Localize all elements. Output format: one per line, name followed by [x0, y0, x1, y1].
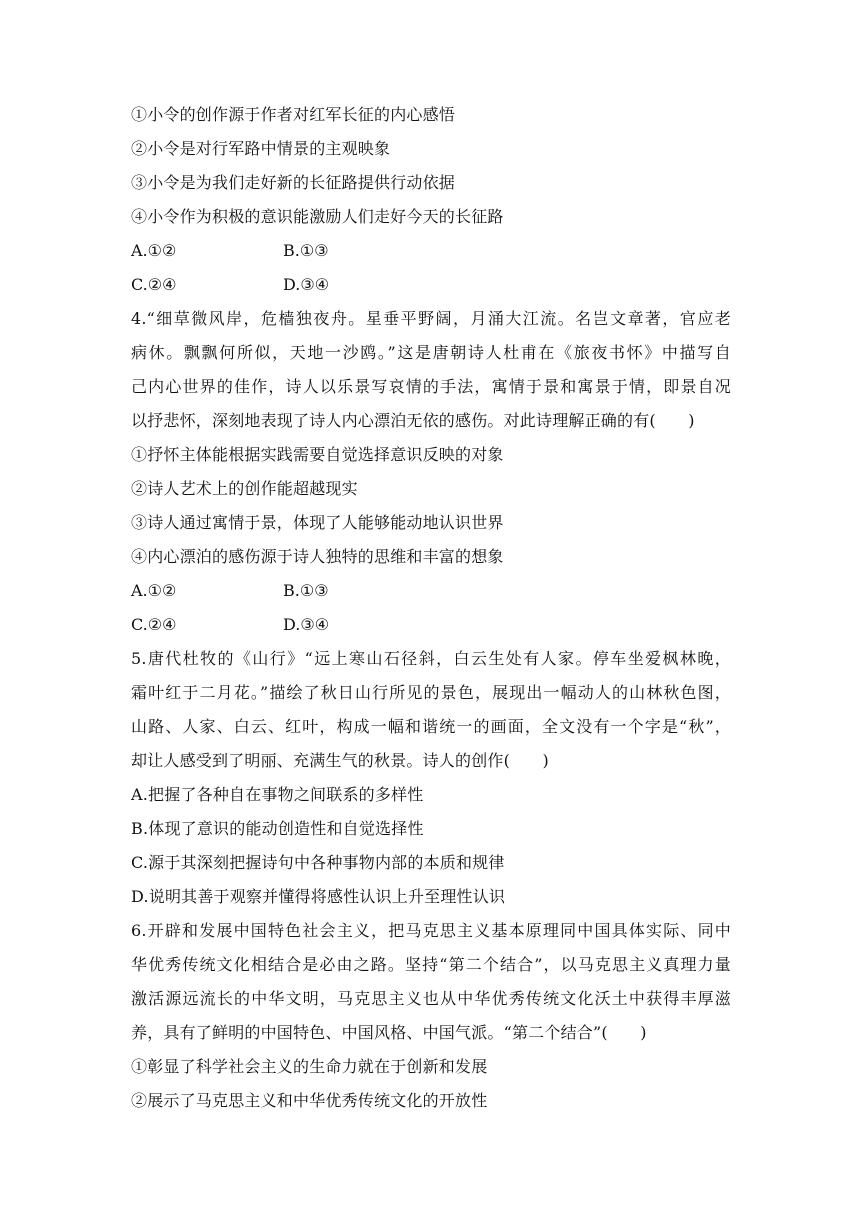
- q3-options-row-2: [131, 268, 731, 302]
- q3-statement-1: ①小令的创作源于作者对红军长征的内心感悟: [131, 105, 456, 124]
- q5-stem: [131, 642, 731, 778]
- q3-options-row-1: [131, 234, 731, 268]
- q3-statement-4: ④小令作为积极的意识能激励人们走好今天的长征路: [131, 207, 504, 226]
- q5-stem-line-2: 霜叶红于二月花。”描绘了秋日山行所见的景色，展现出一幅动人的山林秋色图，: [131, 683, 731, 702]
- q6-stem-line-1: 6.开辟和发展中国特色社会主义，把马克思主义基本原理同中国具体实际、同中: [131, 921, 731, 940]
- q4-stem-line-1: 4.“细草微风岸，危樯独夜舟。星垂平野阔，月涌大江流。名岂文章著，官应老: [131, 309, 731, 328]
- q4-stem-line-2: 病休。飘飘何所似，天地一沙鸥。”这是唐朝诗人杜甫在《旅夜书怀》中描写自: [131, 343, 731, 362]
- q6-stem-line-4: 养，具有了鲜明的中国特色、中国风格、中国气派。“第二个结合”( ): [131, 1023, 647, 1042]
- q4-stem-line-4: 以抒悲怀，深刻地表现了诗人内心漂泊无依的感伤。对此诗理解正确的有( ): [131, 411, 695, 430]
- q6-stem-line-3: 激活源远流长的中华文明，马克思主义也从中华优秀传统文化沃土中获得丰厚滋: [131, 989, 731, 1008]
- q4-statement-1: ①抒怀主体能根据实践需要自觉选择意识反映的对象: [131, 445, 504, 464]
- q4-statement-3: ③诗人通过寓情于景，体现了人能够能动地认识世界: [131, 513, 504, 532]
- q6-stem: [131, 914, 731, 1050]
- q4-option-c: C.②④: [131, 615, 177, 634]
- q5-stem-line-1: 5.唐代杜牧的《山行》“远上寒山石径斜，白云生处有人家。停车坐爱枫林晚，: [131, 649, 731, 668]
- q6-statements: [131, 1050, 731, 1118]
- q4-statement-4: ④内心漂泊的感伤源于诗人独特的思维和丰富的想象: [131, 547, 504, 566]
- q5-choice-b: B.体现了意识的能动创造性和自觉选择性: [131, 819, 424, 838]
- q3-statement-2: ②小令是对行军路中情景的主观映象: [131, 139, 391, 158]
- q3-option-b: B.①③: [283, 241, 329, 260]
- q4-statements: [131, 438, 731, 574]
- q3-option-c: C.②④: [131, 275, 177, 294]
- q4-options-row-1: [131, 574, 731, 608]
- q3-statements: [131, 98, 731, 234]
- q5-stem-line-3: 山路、人家、白云、红叶，构成一幅和谐统一的画面，全文没有一个字是“秋”，: [131, 717, 731, 736]
- q5-choice-a: A.把握了各种自在事物之间联系的多样性: [131, 785, 424, 804]
- q6-stem-line-2: 华优秀传统文化相结合是必由之路。坚持“第二个结合”，以马克思主义真理力量: [131, 955, 731, 974]
- q6-statement-1: ①彰显了科学社会主义的生命力就在于创新和发展: [131, 1057, 488, 1076]
- q6-statement-2: ②展示了马克思主义和中华优秀传统文化的开放性: [131, 1091, 488, 1110]
- q5-choices: [131, 778, 731, 914]
- q5-stem-line-4: 却让人感受到了明丽、充满生气的秋景。诗人的创作( ): [131, 751, 549, 770]
- q4-option-d: D.③④: [283, 615, 330, 634]
- q5-choice-d: D.说明其善于观察并懂得将感性认识上升至理性认识: [131, 887, 506, 906]
- q4-stem-line-3: 己内心世界的佳作，诗人以乐景写哀情的手法，寓情于景和寓景于情，即景自况: [131, 377, 731, 396]
- q4-statement-2: ②诗人艺术上的创作能超越现实: [131, 479, 358, 498]
- q3-option-d: D.③④: [283, 275, 330, 294]
- q4-option-a: A.①②: [131, 581, 177, 600]
- q4-stem: [131, 302, 731, 438]
- q3-option-a: A.①②: [131, 241, 177, 260]
- q5-choice-c: C.源于其深刻把握诗句中各种事物内部的本质和规律: [131, 853, 505, 872]
- q4-option-b: B.①③: [283, 581, 329, 600]
- question-page: [131, 98, 731, 1118]
- q4-options-row-2: [131, 608, 731, 642]
- q3-statement-3: ③小令是为我们走好新的长征路提供行动依据: [131, 173, 456, 192]
